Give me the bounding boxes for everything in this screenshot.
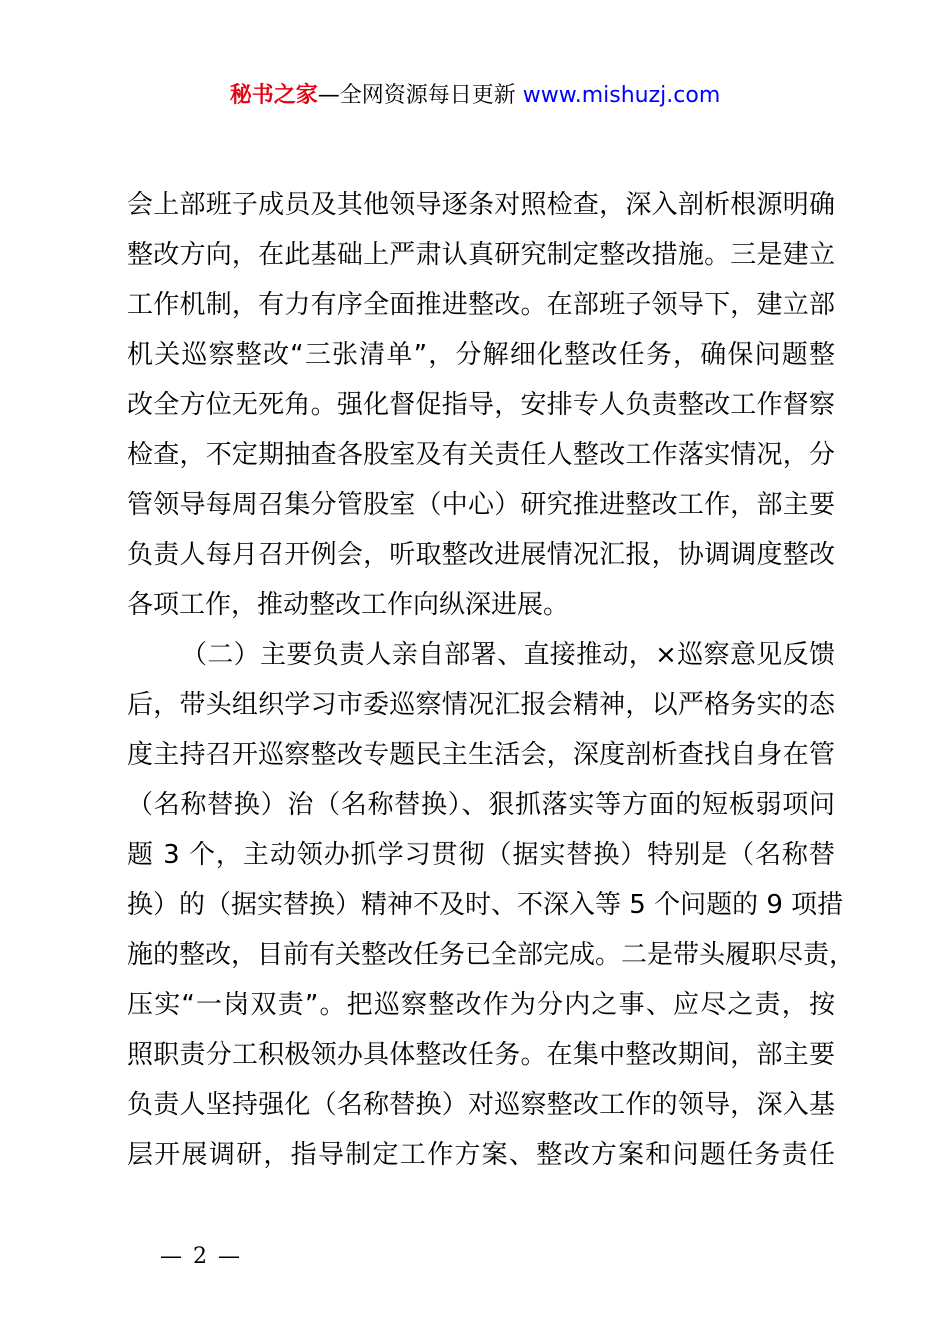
document-body [127,180,856,1180]
body-line: 换）的（据实替换）精神不及时、不深入等 5 个问题的 9 项措 [127,890,844,920]
body-line: 管领导每周召集分管股室（中心）研究推进整改工作，部主要 [127,490,835,520]
body-line: 负责人每月召开例会，听取整改进展情况汇报，协调调度整改 [127,540,835,570]
body-line: 检查，不定期抽查各股室及有关责任人整改工作落实情况，分 [127,440,835,470]
body-line: 机关巡察整改“三张清单”，分解细化整改任务，确保问题整 [127,340,835,370]
body-line: 改全方位无死角。强化督促指导，安排专人负责整改工作督察 [127,390,835,420]
body-line: 整改方向，在此基础上严肃认真研究制定整改措施。三是建立 [127,240,835,270]
body-line: 施的整改，目前有关整改任务已全部完成。二是带头履职尽责， [127,940,856,970]
body-line: 题 3 个，主动领办抓学习贯彻（据实替换）特别是（名称替 [127,840,835,870]
site-header [0,80,950,112]
body-line: 各项工作，推动整改工作向纵深进展。 [127,590,570,620]
header-tagline: —全网资源每日更新 [317,83,516,108]
body-line: 照职责分工积极领办具体整改任务。在集中整改期间，部主要 [127,1040,835,1070]
body-line: （名称替换）治（名称替换）、狠抓落实等方面的短板弱项问 [127,790,835,820]
body-line: 后，带头组织学习市委巡察情况汇报会精神，以严格务实的态 [127,690,835,720]
paragraph-start-line: （二）主要负责人亲自部署、直接推动，×巡察意见反馈 [181,640,835,670]
body-line: 压实“一岗双责”。把巡察整改作为分内之事、应尽之责，按 [127,990,835,1020]
body-line: 会上部班子成员及其他领导逐条对照检查，深入剖析根源明确 [127,190,835,220]
body-line: 度主持召开巡察整改专题民主生活会，深度剖析查找自身在管 [127,740,835,770]
body-line: 层开展调研，指导制定工作方案、整改方案和问题任务责任 [127,1140,835,1170]
header-url-link[interactable]: www.mishuzj.com [522,83,721,108]
brand-name: 秘书之家 [229,83,318,108]
body-line: 负责人坚持强化（名称替换）对巡察整改工作的领导，深入基 [127,1090,835,1120]
body-line: 工作机制，有力有序全面推进整改。在部班子领导下，建立部 [127,290,835,320]
page-number: — 2 — [160,1244,242,1269]
